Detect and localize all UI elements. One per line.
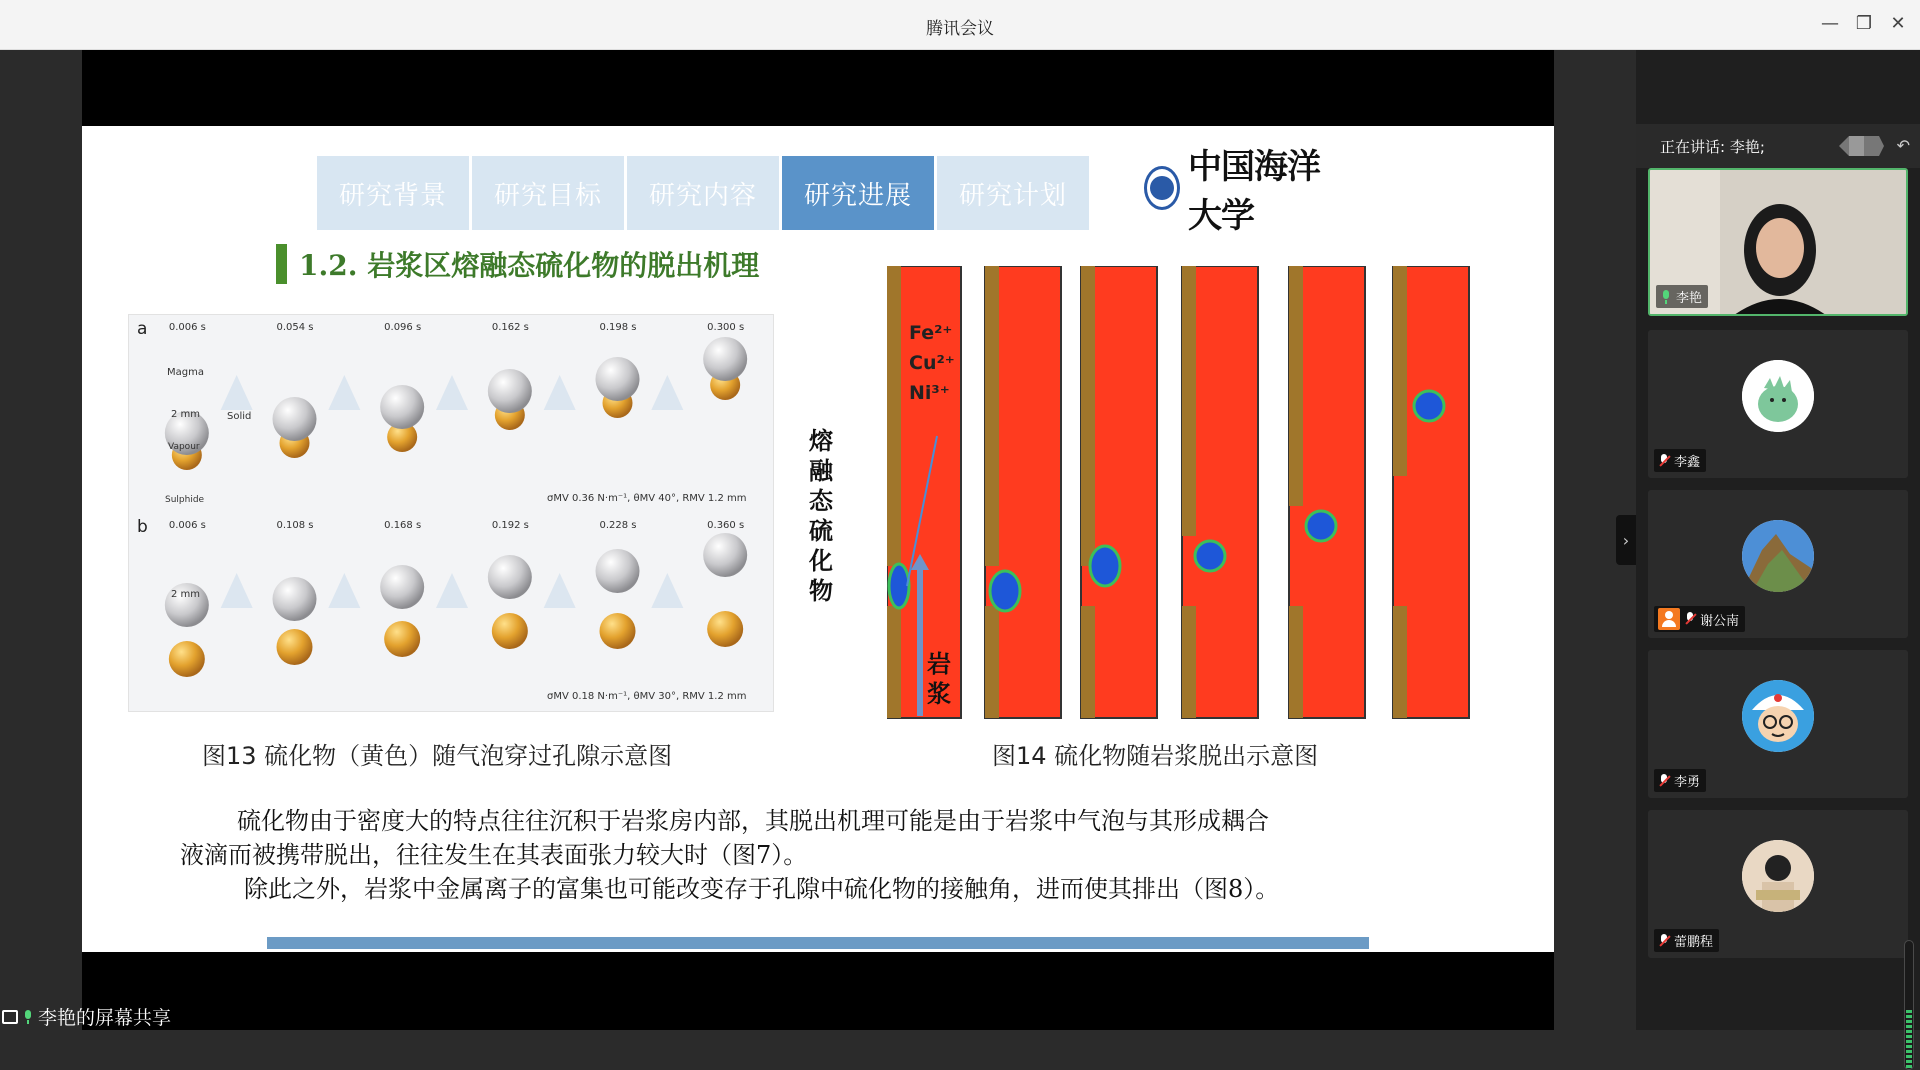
- ion-ni: Ni³⁺: [909, 382, 950, 404]
- window-title: 腾讯会议: [926, 19, 994, 39]
- fig13-time-label: 0.300 s: [707, 322, 745, 333]
- sulphide-blob: [1414, 391, 1444, 421]
- pore-wall-shape: [328, 375, 360, 410]
- reply-icon[interactable]: ↶: [1896, 136, 1910, 155]
- sulphide-droplet: [707, 611, 743, 647]
- mic-on-icon: [1660, 290, 1672, 304]
- slide-tab-background: 研究背景: [317, 156, 469, 230]
- window-titlebar: [0, 0, 1920, 50]
- pore-wall-shape: [651, 573, 683, 608]
- presentation-slide: [82, 126, 1554, 952]
- body-paragraph-2: 除此之外，岩浆中金属离子的富集也可能改变存于孔隙中硫化物的接触角，进而使其排出（图8）。: [244, 875, 1280, 903]
- screen-share-indicator[interactable]: [0, 1003, 200, 1030]
- rock-wall-upper: [887, 266, 901, 566]
- fig14-magma-label: 岩浆: [927, 649, 951, 708]
- fig13-scale-b: 2 mm: [171, 589, 201, 600]
- participant-nametag: [1654, 929, 1719, 952]
- vapour-bubble: [596, 549, 640, 593]
- figure-14-magma-columns: [809, 266, 1537, 746]
- vapour-bubble: [380, 565, 424, 609]
- mic-muted-icon: [1658, 934, 1670, 948]
- mountain-avatar-icon: [1742, 520, 1814, 592]
- fig13-time-label: 0.198 s: [599, 322, 637, 333]
- slide-progress-fill: [267, 937, 1369, 949]
- speaking-label: 正在讲话: 李艳;: [1660, 137, 1765, 156]
- sulphide-blob: [1306, 511, 1336, 541]
- screen-share-icon: [2, 1010, 18, 1024]
- participant-nametag: [1656, 285, 1708, 308]
- sulphide-droplet: [600, 613, 636, 649]
- fig13-time-label: 0.006 s: [168, 322, 206, 333]
- fig13-time-label: 0.192 s: [491, 520, 529, 531]
- slide-tab-goals: 研究目标: [472, 156, 624, 230]
- sulphide-droplet: [384, 621, 420, 657]
- vapour-bubble: [488, 369, 532, 413]
- figure-14-caption: 图14 硫化物随岩浆脱出示意图: [992, 742, 1319, 770]
- fig14-magma-flow-arrow: [917, 566, 923, 716]
- rock-wall-upper: [1182, 266, 1196, 536]
- participant-nametag: [1654, 606, 1745, 632]
- fig13-row-a-label: a: [137, 319, 148, 339]
- slide-nav-tabs: [317, 156, 1089, 230]
- figure-13-caption: 图13 硫化物（黄色）随气泡穿过孔隙示意图: [202, 742, 673, 770]
- participant-nametag: [1654, 769, 1706, 792]
- university-seal-icon: [1144, 166, 1180, 210]
- participant-name: 李鑫: [1674, 455, 1701, 470]
- fig13-time-label: 0.360 s: [707, 520, 745, 531]
- rock-wall-lower: [985, 606, 999, 718]
- layout-switch-icon[interactable]: [1834, 136, 1884, 156]
- participant-tile-liyan[interactable]: [1648, 168, 1908, 316]
- fig13-time-label: 0.168 s: [384, 520, 422, 531]
- fig13-vapour-label: Vapour: [168, 442, 200, 452]
- participant-tile-liyong[interactable]: [1648, 650, 1908, 798]
- fig14-ions: [909, 318, 955, 408]
- sulphide-blob: [1090, 546, 1120, 586]
- fig13-time-label: 0.162 s: [491, 322, 529, 333]
- sulphide-droplet: [277, 629, 313, 665]
- participant-panel: [1636, 50, 1920, 1030]
- mic-muted-icon: [1658, 774, 1670, 788]
- pore-wall-shape: [651, 375, 683, 410]
- slide-tab-progress: 研究进展: [782, 156, 934, 230]
- fig13-time-label: 0.054 s: [276, 322, 314, 333]
- rock-wall-upper: [985, 266, 999, 566]
- university-name: 中国海洋大学: [1187, 147, 1320, 236]
- participant-nametag: [1654, 449, 1706, 472]
- restore-icon[interactable]: ❐: [1855, 13, 1873, 34]
- pore-wall-shape: [221, 375, 253, 410]
- figure-14-drawing: [887, 266, 1537, 746]
- audio-level-meter: [1906, 1010, 1912, 1068]
- fig13-params-a: σMV 0.36 N·m⁻¹, θMV 40°, RMV 1.2 mm: [547, 493, 747, 504]
- mic-muted-icon: [1658, 454, 1670, 468]
- sulphide-blob: [1195, 541, 1225, 571]
- pore-wall-shape: [436, 375, 468, 410]
- rock-wall-lower: [1289, 606, 1303, 718]
- fig14-side-label: 熔融态硫化物: [809, 426, 833, 605]
- rock-wall-upper: [1081, 266, 1095, 566]
- mic-on-icon: [22, 1010, 34, 1024]
- figure-13-bubble-sequence: [128, 314, 774, 712]
- participant-name: 李勇: [1674, 775, 1701, 790]
- rock-wall-upper: [1289, 266, 1303, 506]
- section-title-bar: [276, 244, 287, 284]
- section-title-text: 1.2. 岩浆区熔融态硫化物的脱出机理: [299, 249, 760, 282]
- sulphide-droplet: [492, 613, 528, 649]
- body-paragraph-1: 硫化物由于密度大的特点往往沉积于岩浆房内部，其脱出机理可能是由于岩浆中气泡与其形成耦合: [237, 807, 1269, 835]
- slide-progress-bar: [267, 937, 1369, 949]
- rock-wall-lower: [1393, 606, 1407, 718]
- participant-tile-leipengcheng[interactable]: [1648, 810, 1908, 958]
- sulphide-blob: [990, 571, 1020, 611]
- fig13-time-label: 0.228 s: [599, 520, 637, 531]
- fig13-params-b: σMV 0.18 N·m⁻¹, θMV 30°, RMV 1.2 mm: [547, 691, 747, 702]
- vapour-bubble: [488, 555, 532, 599]
- vapour-bubble: [380, 385, 424, 429]
- speaking-bar: [1636, 124, 1920, 168]
- slide-tab-content: 研究内容: [627, 156, 779, 230]
- pore-wall-shape: [436, 573, 468, 608]
- host-icon: [1658, 608, 1680, 630]
- cartoon-boy-avatar-icon: [1742, 680, 1814, 752]
- fig13-row-b-label: b: [137, 517, 148, 537]
- ion-cu: Cu²⁺: [909, 352, 955, 374]
- vapour-bubble: [273, 397, 317, 441]
- pore-wall-shape: [328, 573, 360, 608]
- body-paragraph-1b: 液滴而被携带脱出，往往发生在其表面张力较大时（图7）。: [180, 841, 808, 869]
- participant-name: 谢公南: [1700, 613, 1740, 629]
- participant-name: 李艳: [1676, 291, 1703, 306]
- chevron-right-icon: ›: [1622, 530, 1630, 550]
- ion-fe: Fe²⁺: [909, 322, 953, 344]
- fig13-scale-a: 2 mm: [171, 409, 201, 420]
- vapour-bubble: [273, 577, 317, 621]
- participant-tile-lixin[interactable]: [1648, 330, 1908, 478]
- rock-wall-lower: [887, 606, 901, 718]
- sulphide-droplet: [169, 641, 205, 677]
- close-icon[interactable]: ✕: [1890, 13, 1906, 34]
- participant-tile-xiegongnan[interactable]: [1648, 490, 1908, 638]
- fig13-solid-label: Solid: [227, 411, 252, 422]
- vapour-bubble: [596, 357, 640, 401]
- university-logo: [1144, 147, 1344, 236]
- dinosaur-avatar-icon: [1742, 360, 1814, 432]
- participant-name: 蕾鹏程: [1674, 935, 1714, 950]
- pore-wall-shape: [544, 375, 576, 410]
- rock-wall-lower: [1182, 606, 1196, 718]
- figure-13-drawing: [129, 315, 775, 713]
- vapour-bubble: [703, 337, 747, 381]
- photo-avatar-icon: [1742, 840, 1814, 912]
- rock-wall-upper: [1393, 266, 1407, 476]
- screen-share-label: 李艳的屏幕共享: [38, 1007, 172, 1029]
- pore-wall-shape: [221, 573, 253, 608]
- pore-wall-shape: [544, 573, 576, 608]
- section-title: [276, 244, 759, 284]
- vapour-bubble: [703, 533, 747, 577]
- mic-muted-icon: [1684, 612, 1696, 626]
- fig13-sulphide-label: Sulphide: [165, 495, 205, 505]
- minimize-icon[interactable]: —: [1821, 13, 1839, 34]
- fig13-time-label: 0.108 s: [276, 520, 314, 531]
- fig13-time-label: 0.006 s: [168, 520, 206, 531]
- slide-tab-plan: 研究计划: [937, 156, 1089, 230]
- fig13-time-label: 0.096 s: [384, 322, 422, 333]
- fig13-magma-label: Magma: [167, 367, 204, 378]
- sulphide-blob: [889, 564, 909, 608]
- collapse-panel-button[interactable]: [1616, 515, 1636, 565]
- rock-wall-lower: [1081, 606, 1095, 718]
